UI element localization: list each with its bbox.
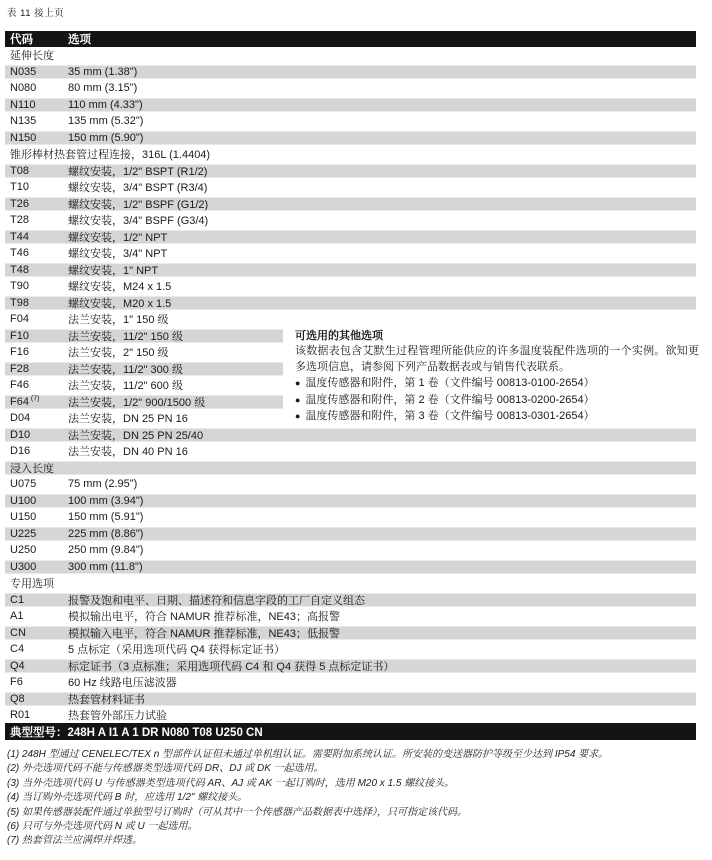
table-row: [5, 641, 696, 658]
code-cell: U075: [10, 478, 37, 491]
code-cell: U150: [10, 511, 37, 524]
table-row: [5, 608, 696, 625]
table-row: [5, 443, 696, 460]
table-caption: 表 11 接上页: [7, 8, 65, 19]
code-cell: T10: [10, 181, 29, 194]
bullet-icon: ●: [295, 394, 301, 405]
code-cell: U250: [10, 544, 37, 557]
option-cell: 225 mm (8.86"): [68, 527, 144, 540]
footnote: (2) 外壳选项代码不能与传感器类型选项代码 DR、DJ 或 DK 一起选用。: [7, 763, 324, 775]
side-note-bullet: [295, 392, 712, 409]
footnote: (3) 当外壳选项代码 U 与传感器类型选项代码 AR、AJ 或 AK 一起订购时，选用 M20 x 1.5 螺纹接头。: [7, 777, 455, 789]
option-cell: 标定证书（3 点标准；采用选项代码 C4 和 Q4 获得 5 点标定证书）: [68, 660, 395, 673]
option-cell: 法兰安装，11/2" 150 级: [68, 330, 183, 343]
option-cell: 法兰安装，11/2" 300 级: [68, 363, 183, 376]
code-cell: Q8: [10, 692, 25, 705]
code-cell: T26: [10, 197, 29, 210]
table-row: [5, 196, 696, 213]
table-row: [5, 229, 696, 246]
typical-model-text: 典型型号：248H A I1 A 1 DR N080 T08 U250 CN: [10, 726, 263, 739]
bullet-icon: ●: [295, 378, 301, 388]
code-cell: CN: [10, 626, 26, 639]
code-cell: N135: [10, 115, 37, 128]
code-cell: T48: [10, 263, 29, 276]
footnote-ref: (7): [28, 395, 40, 403]
option-cell: 35 mm (1.38"): [68, 65, 138, 78]
table-row: [5, 559, 696, 576]
typical-model-bar: [5, 723, 696, 740]
footnote: (7) 热套管法兰应满焊并焊透。: [7, 835, 142, 847]
side-note: [283, 326, 712, 426]
code-cell: F10: [10, 329, 29, 342]
code-cell: D10: [10, 428, 31, 441]
option-cell: 螺纹安装，1/2" NPT: [68, 231, 168, 244]
section-label: 专用选项: [10, 578, 54, 591]
bullet-text: 温度传感器和附件，第 1 卷（文件编号 00813-0100-2654）: [305, 377, 595, 389]
option-cell: 螺纹安装，M20 x 1.5: [68, 297, 172, 310]
footnote: (6) 只可与外壳选项代码 N 或 U 一起选用。: [7, 821, 198, 833]
code-cell: F46: [10, 379, 29, 392]
table-row: [5, 427, 696, 444]
code-cell: D04: [10, 412, 31, 425]
option-cell: 法兰安装，1/2" 900/1500 级: [68, 396, 206, 409]
option-cell: 250 mm (9.84"): [68, 544, 144, 557]
code-cell: N080: [10, 82, 37, 95]
option-cell: 75 mm (2.95"): [68, 478, 138, 491]
option-cell: 法兰安装，DN 40 PN 16: [68, 446, 188, 459]
option-cell: 300 mm (11.8"): [68, 560, 143, 573]
option-cell: 100 mm (3.94"): [68, 494, 144, 507]
code-cell: N150: [10, 131, 37, 144]
side-note-bullet: [295, 375, 712, 392]
table-row: [5, 674, 696, 691]
option-cell: 150 mm (5.91"): [68, 511, 144, 524]
option-cell: 螺纹安装，1" NPT: [68, 264, 159, 277]
table-row: [5, 295, 696, 312]
option-cell: 法兰安装，11/2" 600 级: [68, 380, 183, 393]
code-cell: C1: [10, 593, 25, 606]
section-label: 浸入长度: [10, 462, 54, 475]
table-row: [5, 278, 696, 295]
code-cell: U225: [10, 527, 37, 540]
option-cell: 模拟输出电平，符合 NAMUR 推荐标准，NE43；高报警: [68, 611, 340, 624]
code-cell: F6: [10, 676, 23, 689]
option-cell: 螺纹安装，1/2" BSPT (R1/2): [68, 165, 208, 178]
code-cell: C4: [10, 643, 25, 656]
table-row: [5, 691, 696, 708]
option-cell: 法兰安装，1" 150 级: [68, 314, 169, 327]
footnote: (5) 如果传感器装配件通过单独型号订购时（可从其中一个传感器产品数据表中选择），只可指定该代码。: [7, 806, 467, 818]
code-cell: T28: [10, 214, 29, 227]
code-cell: F64 $^{(7)}$: [10, 395, 40, 408]
code-cell: F16: [10, 346, 29, 359]
code-cell: R01: [10, 709, 31, 722]
code-cell: A1: [10, 610, 24, 623]
table-row: [5, 526, 696, 543]
option-cell: 螺纹安装，3/4" BSPF (G3/4): [68, 215, 209, 228]
header-option-label: 选项: [68, 34, 91, 46]
table-row: [5, 245, 696, 262]
footnote: (4) 当订购外壳选项代码 B 时，应选用 1/2" 螺纹接头。: [7, 792, 248, 804]
table-row: [5, 80, 696, 97]
code-cell: T08: [10, 164, 29, 177]
table-row: [5, 130, 696, 147]
table-row: [5, 542, 696, 559]
section-row: [5, 575, 696, 592]
bullet-text: 温度传感器和附件，第 3 卷（文件编号 00813-0301-2654）: [305, 410, 595, 423]
table-row: [5, 179, 696, 196]
table-row: [5, 212, 696, 229]
table-row: [5, 707, 696, 724]
side-note-title: 可选用的其他选项: [295, 330, 383, 342]
table-row: [5, 113, 696, 130]
table-row: [5, 64, 696, 81]
side-note-body: 该数据表包含艾默生过程管理所能供应的许多温度装配件选项的一个实例。欲知更多选项信息，请参阅下列产品数据表或与销售代表联系。: [295, 345, 699, 373]
code-cell: N110: [10, 98, 36, 111]
table-row: [5, 97, 696, 114]
option-cell: 法兰安装，2" 150 级: [68, 347, 169, 360]
table-row: [5, 476, 696, 493]
option-cell: 螺纹安装，3/4" NPT: [68, 248, 168, 261]
option-cell: 热套管外部压力试验: [68, 710, 167, 723]
code-cell: T98: [10, 296, 29, 309]
option-cell: 报警及饱和电平、日期、描述符和信息字段的工厂自定义组态: [68, 594, 365, 607]
table-row: [5, 592, 696, 609]
header-code-label: 代码: [10, 34, 33, 46]
code-cell: D16: [10, 445, 31, 458]
footnote: (1) 248H 型通过 CENELEC/TEX n 型部件认证但未通过单机组认证。需要附加系统认证。所安装的变送器防护等级至少达到 IP54 要求。: [7, 749, 609, 760]
code-cell: U300: [10, 560, 37, 573]
option-cell: 5 点标定（采用选项代码 Q4 获得标定证书）: [68, 644, 285, 657]
footnotes: [7, 748, 709, 849]
section-row: [5, 47, 696, 64]
code-cell: T44: [10, 230, 29, 243]
section-row: [5, 460, 696, 477]
table-row: [5, 625, 696, 642]
option-cell: 80 mm (3.15"): [68, 82, 138, 95]
option-cell: 法兰安装，DN 25 PN 16: [68, 413, 188, 426]
option-cell: 热套管材料证书: [68, 693, 145, 706]
code-cell: T46: [10, 247, 29, 260]
code-cell: F28: [10, 362, 29, 375]
option-cell: 法兰安装，DN 25 PN 25/40: [68, 429, 204, 442]
table-row: [5, 493, 696, 510]
table-row: [5, 509, 696, 526]
option-cell: 150 mm (5.90"): [68, 131, 144, 144]
side-note-bullet: [295, 408, 712, 425]
code-cell: F04: [10, 313, 29, 326]
code-cell: Q4: [10, 659, 25, 672]
table-row: [5, 658, 696, 675]
section-row: [5, 146, 696, 163]
bullet-icon: ●: [295, 411, 301, 422]
code-cell: N035: [10, 65, 37, 78]
section-label: 延伸长度: [10, 50, 54, 63]
table-header-row: [5, 31, 696, 47]
code-cell: T90: [10, 280, 29, 293]
option-cell: 模拟输入电平，符合 NAMUR 推荐标准，NE43；低报警: [68, 627, 340, 640]
option-cell: 螺纹安装，3/4" BSPT (R3/4): [68, 182, 208, 195]
code-cell: U100: [10, 494, 37, 507]
section-label: 锥形棒材热套管过程连接，316L (1.4404): [10, 149, 211, 162]
option-cell: 螺纹安装，1/2" BSPF (G1/2): [68, 198, 209, 211]
option-cell: 60 Hz 线路电压滤波器: [68, 677, 177, 690]
option-cell: 110 mm (4.33"): [68, 98, 143, 111]
side-note-bullet-list: [295, 375, 712, 425]
table-row: [5, 163, 696, 180]
option-cell: 135 mm (5.32"): [68, 115, 144, 128]
option-cell: 螺纹安装，M24 x 1.5: [68, 281, 172, 294]
bullet-text: 温度传感器和附件，第 2 卷（文件编号 00813-0200-2654）: [305, 393, 595, 406]
table-row: [5, 262, 696, 279]
